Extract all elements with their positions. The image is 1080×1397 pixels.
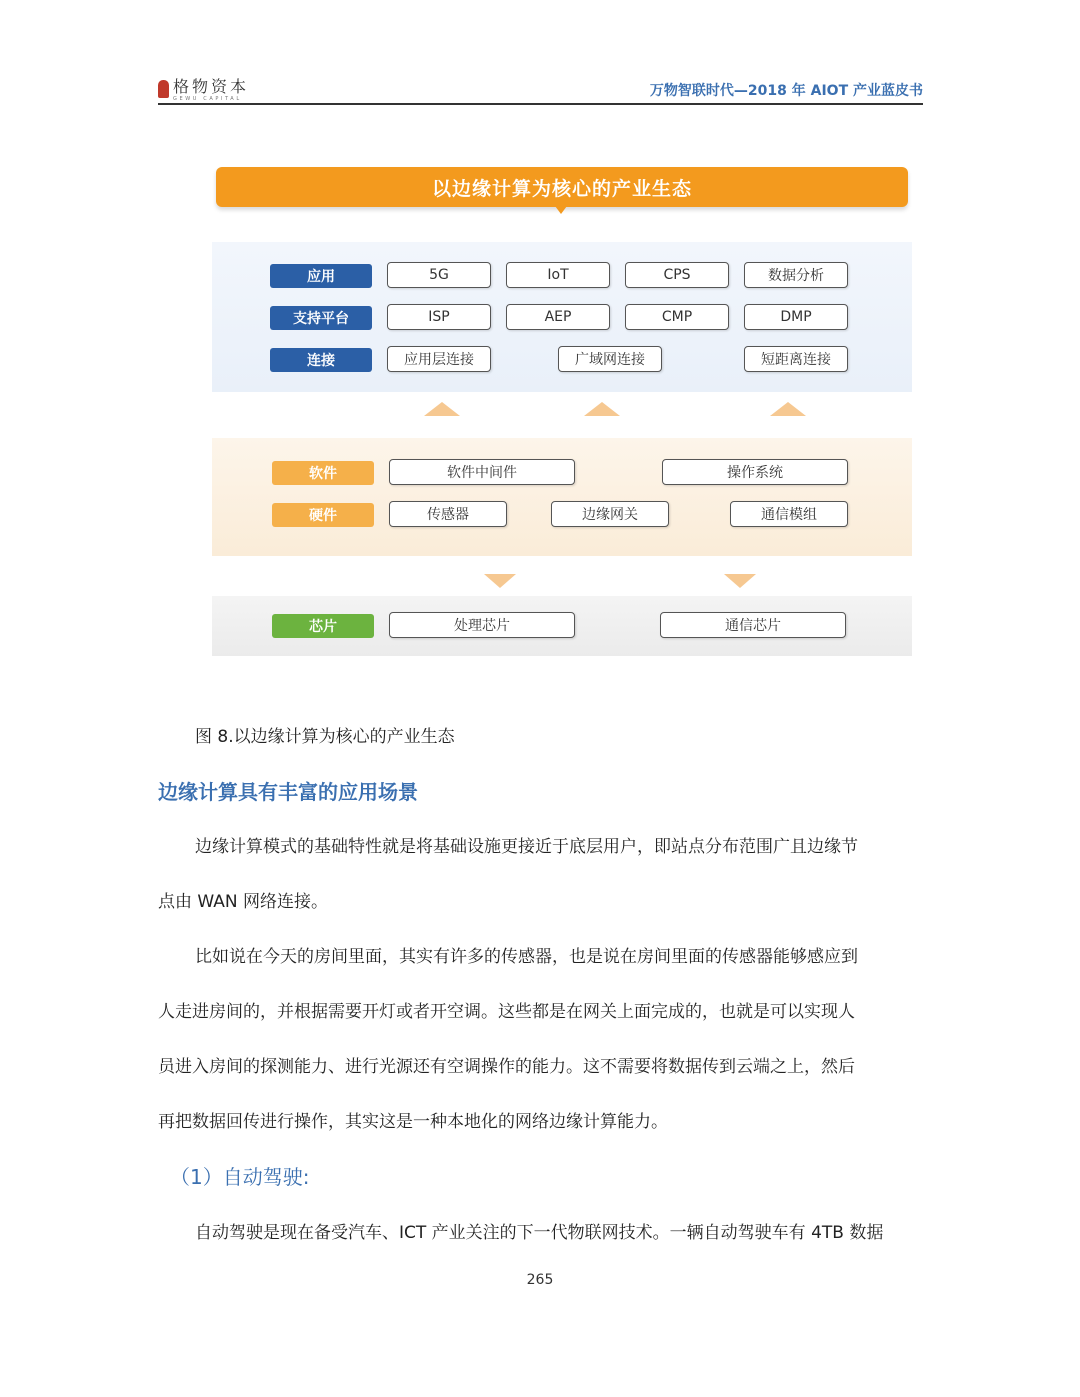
diagram-banner [216,167,908,207]
node-os: 操作系统 [662,459,848,485]
logo-subtext: GEWU CAPITAL [173,96,242,102]
middle-layer-panel [212,438,912,556]
node-comm-module: 通信模组 [730,501,848,527]
paragraph-line: 人走进房间的，并根据需要开灯或者开空调。这些都是在网关上面完成的，也就是可以实现人 [158,1002,855,1022]
page-number: 265 [526,1272,554,1288]
paragraph-line: 自动驾驶是现在备受汽车、ICT 产业关注的下一代物联网技术。一辆自动驾驶车有 4TB 数据 [195,1223,884,1243]
logo-text: 格物资本 [173,77,250,96]
row-label-platform: 支持平台 [270,306,372,330]
paragraph-line: 边缘计算模式的基础特性就是将基础设施更接近于底层用户，即站点分布范围广且边缘节 [195,837,858,857]
paragraph-line: 员进入房间的探测能力、进行光源还有空调操作的能力。这不需要将数据传到云端之上，然后 [158,1057,855,1077]
down-arrow-icon [484,574,516,588]
node-app-layer-connect: 应用层连接 [387,346,491,372]
row-label-app: 应用 [270,264,372,288]
page-header [158,70,923,105]
paragraph-line: 比如说在今天的房间里面，其实有许多的传感器，也是说在房间里面的传感器能够感应到 [195,947,858,967]
diagram-title: 以边缘计算为核心的产业生态 [431,177,692,200]
logo [158,78,249,103]
node-sensor: 传感器 [389,501,507,527]
up-arrow-icon [424,402,460,416]
paragraph-line: 再把数据回传进行操作，其实这是一种本地化的网络边缘计算能力。 [158,1112,668,1132]
node-processing-chip: 处理芯片 [389,612,575,638]
paragraph-line: 点由 WAN 网络连接。 [158,892,329,912]
sub-heading: （1）自动驾驶: [170,1165,310,1189]
logo-seal-icon [158,80,169,98]
node-isp: ISP [387,304,491,330]
node-cps: CPS [625,262,729,288]
header-title: 万物智联时代—2018 年 AIOT 产业蓝皮书 [649,83,923,99]
node-cmp: CMP [625,304,729,330]
row-label-hardware: 硬件 [272,503,374,527]
node-iot: IoT [506,262,610,288]
up-arrow-icon [770,402,806,416]
node-wan-connect: 广域网连接 [558,346,662,372]
down-arrow-icon [724,574,756,588]
node-comm-chip: 通信芯片 [660,612,846,638]
node-5g: 5G [387,262,491,288]
banner-pointer-icon [555,206,567,214]
up-arrow-icon [584,402,620,416]
node-short-range-connect: 短距离连接 [744,346,848,372]
figure-caption: 图 8.以边缘计算为核心的产业生态 [195,727,455,747]
node-dmp: DMP [744,304,848,330]
ecosystem-diagram [212,160,912,660]
section-heading: 边缘计算具有丰富的应用场景 [158,780,418,804]
node-data-analysis: 数据分析 [744,262,848,288]
node-middleware: 软件中间件 [389,459,575,485]
row-label-chip: 芯片 [272,614,374,638]
row-label-software: 软件 [272,461,374,485]
node-edge-gateway: 边缘网关 [551,501,669,527]
row-label-connect: 连接 [270,348,372,372]
node-aep: AEP [506,304,610,330]
